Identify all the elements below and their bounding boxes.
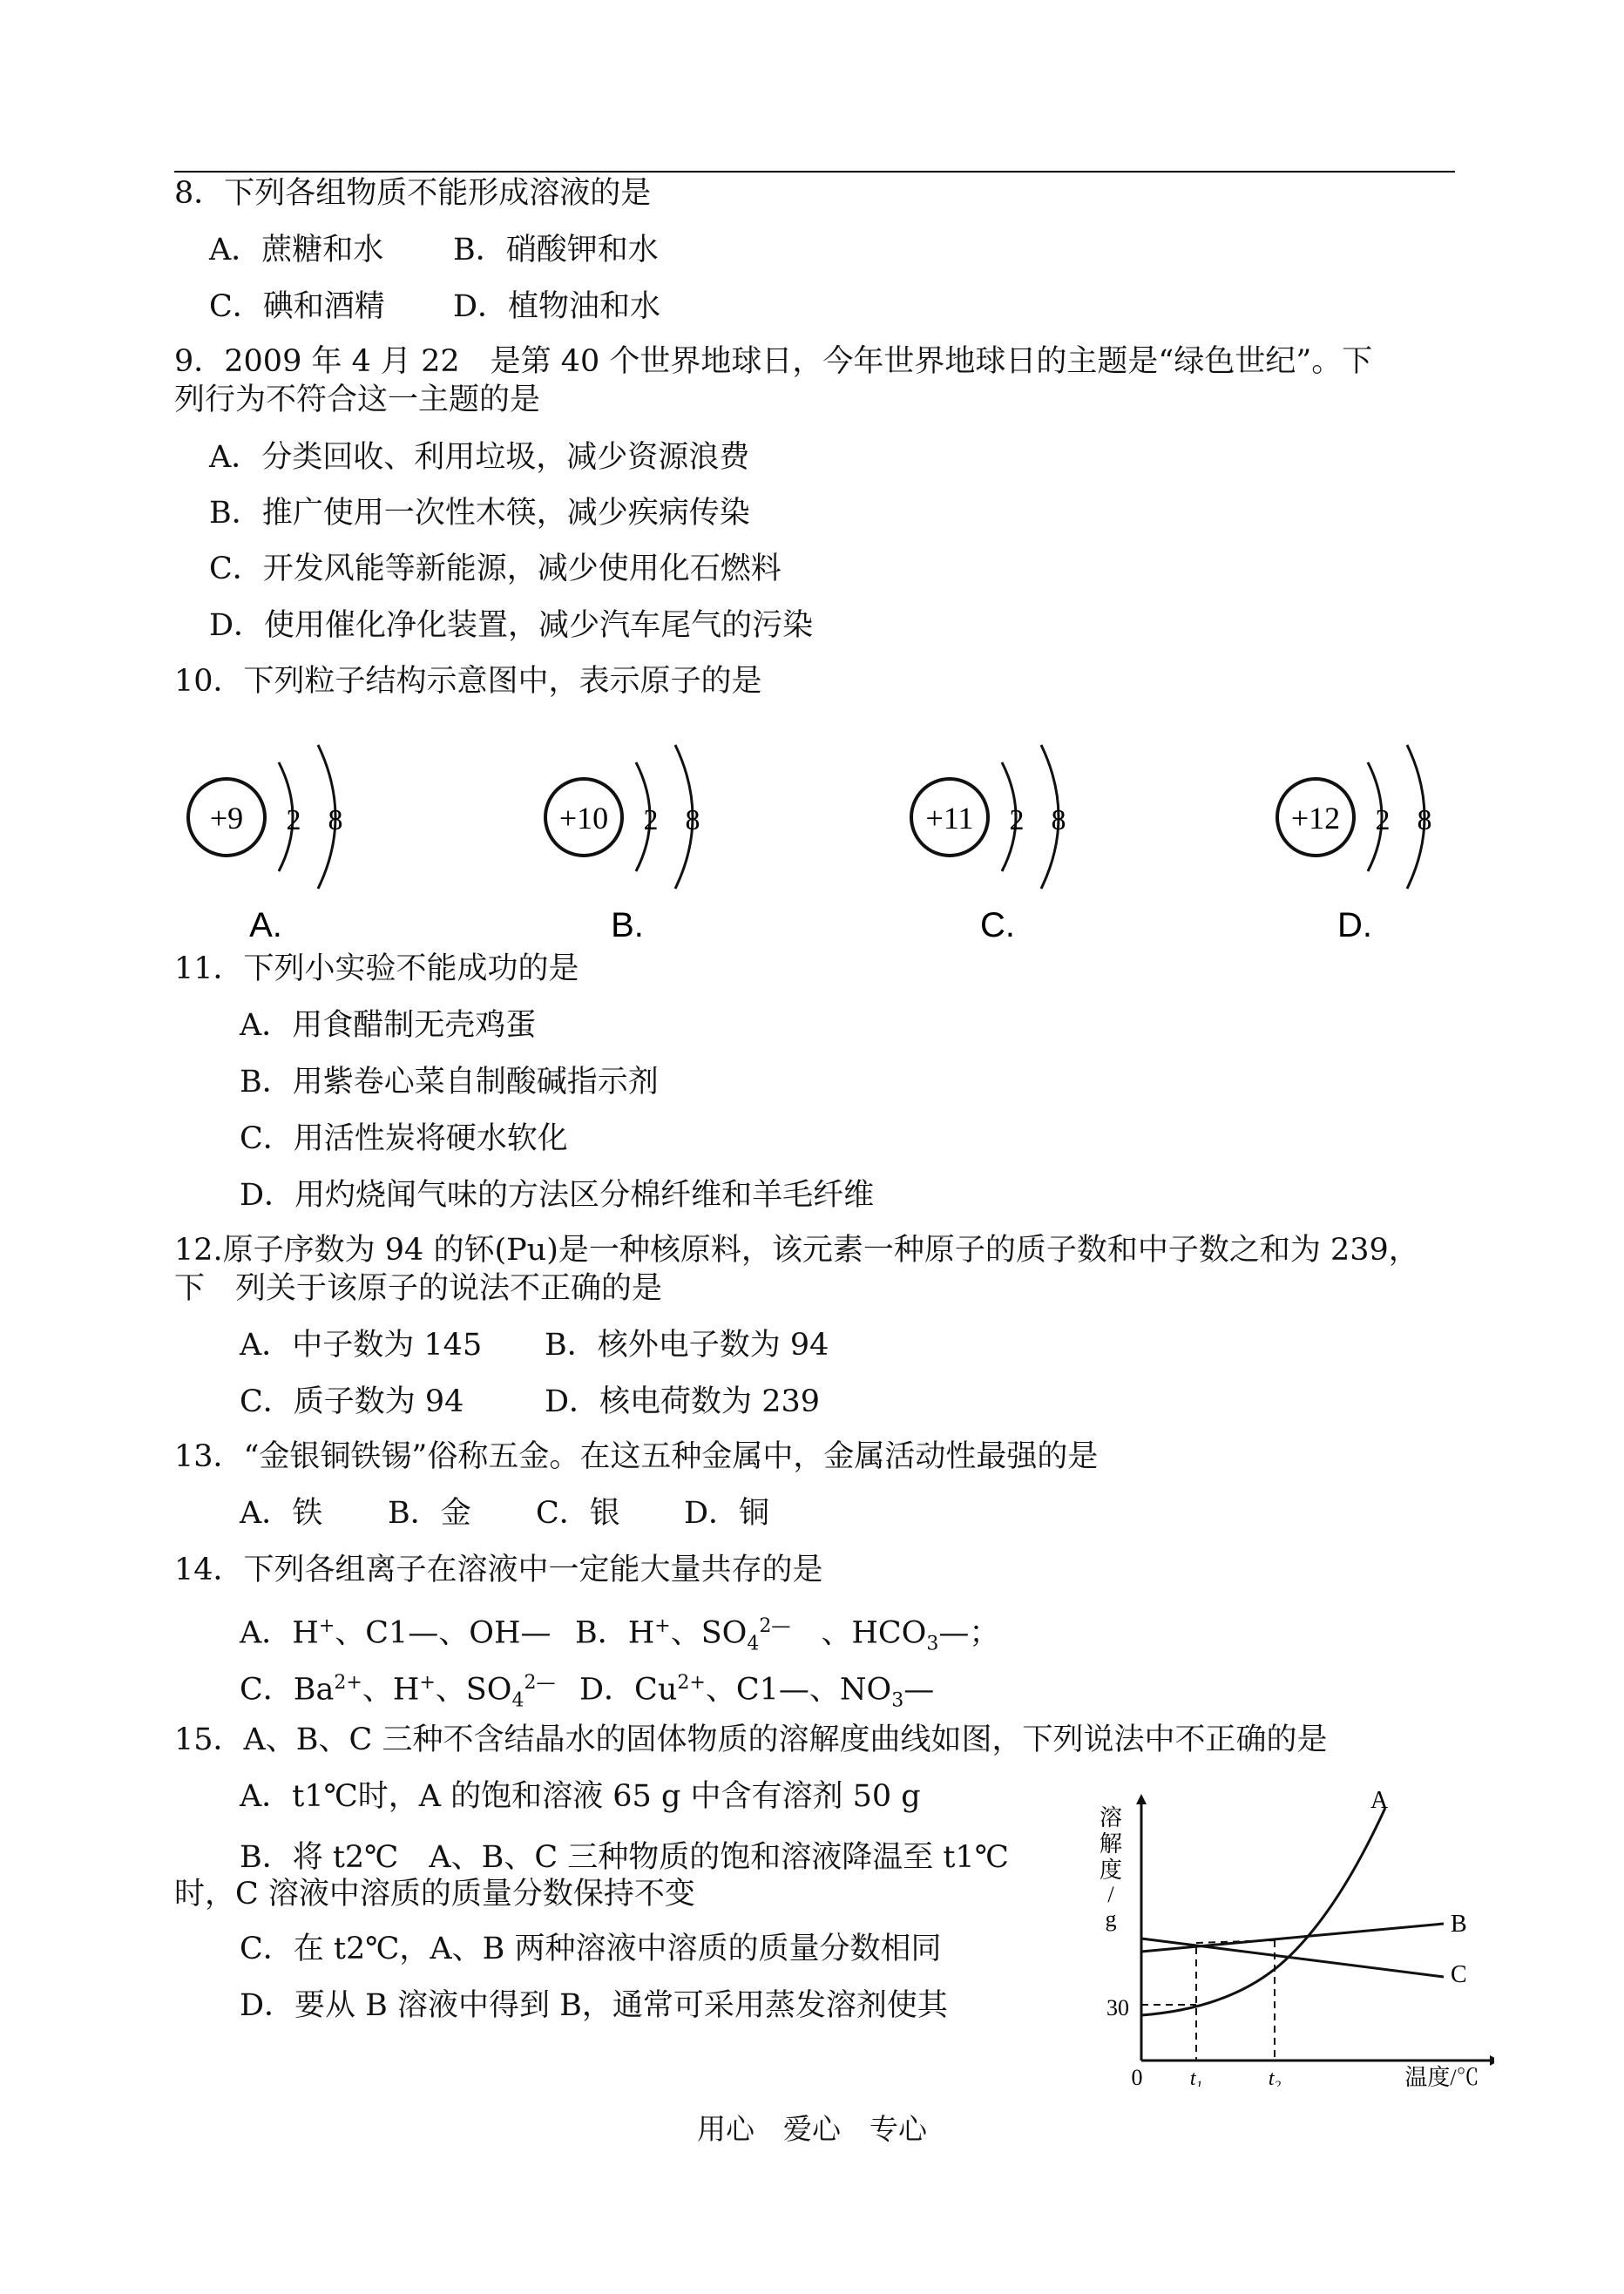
question-12-stem-line1: 12.原子序数为 94 的钚(Pu)是一种核原料，该元素一种原子的质子数和中子数之和为 239， xyxy=(174,1233,1419,1268)
shell-2-electrons: 8 xyxy=(1051,804,1066,836)
y-axis-arrow xyxy=(1136,1794,1147,1804)
q13-option-c: C．银 xyxy=(536,1496,620,1531)
y-label-char: / xyxy=(1107,1882,1114,1907)
atom-diagram-a xyxy=(174,723,488,941)
q9-option-c: C．开发风能等新能源，减少使用化石燃料 xyxy=(209,552,782,586)
question-15-stem: 15．A、B、C 三种不含结晶水的固体物质的溶解度曲线如图，下列说法中不正确的是 xyxy=(174,1722,1328,1757)
question-10-stem: 10．下列粒子结构示意图中，表示原子的是 xyxy=(174,664,762,699)
diagram-label: A. xyxy=(249,906,282,941)
q14-option-d: D．$Cu^{2+}$、C1—、$NO_3—$ xyxy=(579,1672,935,1712)
shell-1-electrons: 2 xyxy=(1009,804,1025,836)
x-axis-label: 温度/℃ xyxy=(1404,2065,1479,2087)
diagram-label: C. xyxy=(980,906,1015,941)
atom-diagram-d xyxy=(1268,723,1581,941)
question-14-stem: 14．下列各组离子在溶液中一定能大量共存的是 xyxy=(174,1553,823,1587)
curve-b xyxy=(1141,1924,1444,1952)
shell-2-electrons: 8 xyxy=(1417,804,1432,836)
q8-option-d: D．植物油和水 xyxy=(453,289,661,324)
q12-option-b: B．核外电子数为 94 xyxy=(545,1328,829,1363)
q12-option-d: D．核电荷数为 239 xyxy=(545,1384,820,1419)
curve-b-label: B xyxy=(1451,1911,1467,1938)
q15-option-b-line1: B．将 t2℃ A、B、C 三种物质的饱和溶液降温至 t1℃ xyxy=(240,1840,1009,1875)
shell-2-electrons: 8 xyxy=(328,804,343,836)
q11-option-d: D．用灼烧闻气味的方法区分棉纤维和羊毛纤维 xyxy=(240,1178,875,1213)
t2-label: $t_2$ xyxy=(1268,2067,1282,2087)
page-footer: 用心 爱心 专心 xyxy=(697,2112,927,2146)
q14-option-a: A．H+、C1—、OH— xyxy=(240,1615,551,1651)
nucleus-charge: +12 xyxy=(1290,801,1341,836)
q9-option-d: D．使用催化净化装置，减少汽车尾气的污染 xyxy=(209,608,814,643)
origin-label: 0 xyxy=(1131,2065,1143,2087)
q12-option-c: C．质子数为 94 xyxy=(240,1384,464,1419)
y-label-char: 解 xyxy=(1099,1831,1123,1857)
nucleus-charge: +10 xyxy=(558,801,609,836)
q15-option-b-line2: 时，C 溶液中溶质的质量分数保持不变 xyxy=(174,1877,695,1912)
shell-2-electrons: 8 xyxy=(685,804,700,836)
curve-c xyxy=(1141,1939,1444,1977)
q13-option-b: B．金 xyxy=(388,1496,471,1531)
q11-option-b: B．用紫卷心菜自制酸碱指示剂 xyxy=(240,1065,659,1100)
q15-option-c: C．在 t2℃，A、B 两种溶液中溶质的质量分数相同 xyxy=(240,1932,942,1966)
q11-option-c: C．用活性炭将硬水软化 xyxy=(240,1121,568,1156)
curve-a xyxy=(1141,1808,1385,2015)
question-13-stem: 13．“金银铜铁锡”俗称五金。在这五种金属中，金属活动性最强的是 xyxy=(174,1439,1099,1474)
nucleus-charge: +11 xyxy=(925,801,974,836)
y-label-char: 度 xyxy=(1099,1858,1123,1883)
q13-option-d: D．铜 xyxy=(684,1496,770,1531)
shell-1-electrons: 2 xyxy=(643,804,659,836)
curve-c-label: C xyxy=(1451,1961,1467,1988)
atom-diagram-c xyxy=(902,723,1215,941)
diagram-label: B. xyxy=(611,906,644,941)
shell-1-electrons: 2 xyxy=(286,804,301,836)
q14-option-c: C．$Ba^{2+}$、H+、$SO_4^{2—}$ xyxy=(240,1672,556,1712)
y-label-char: g xyxy=(1105,1906,1117,1932)
q14-option-b: B．H+、$SO_4^{2—}$ 、$HCO_3—$； xyxy=(575,1615,1000,1655)
q8-option-c: C．碘和酒精 xyxy=(209,289,385,324)
solubility-graph xyxy=(1093,1790,1494,2087)
t1-label: $t_1$ xyxy=(1189,2067,1203,2087)
y-label-char: 溶 xyxy=(1099,1805,1123,1830)
curve-a-label: A xyxy=(1370,1790,1389,1814)
q9-option-a: A．分类回收、利用垃圾，减少资源浪费 xyxy=(209,440,750,475)
header-rule xyxy=(174,171,1455,173)
q12-option-a: A．中子数为 145 xyxy=(240,1328,483,1363)
y-tick-30: 30 xyxy=(1106,1995,1129,2020)
atom-diagram-b xyxy=(531,723,845,941)
diagram-label: D. xyxy=(1337,906,1372,941)
x-axis-arrow xyxy=(1490,2055,1494,2066)
q15-option-d: D．要从 B 溶液中得到 B，通常可采用蒸发溶剂使其 xyxy=(240,1988,948,2023)
shell-1-electrons: 2 xyxy=(1375,804,1391,836)
q8-option-b: B．硝酸钾和水 xyxy=(453,233,659,267)
question-11-stem: 11．下列小实验不能成功的是 xyxy=(174,951,579,986)
q11-option-a: A．用食醋制无壳鸡蛋 xyxy=(240,1008,537,1043)
question-12-stem-line2: 下 列关于该原子的说法不正确的是 xyxy=(174,1271,663,1306)
question-8-stem: 8．下列各组物质不能形成溶液的是 xyxy=(174,176,652,211)
question-9-stem-line2: 列行为不符合这一主题的是 xyxy=(174,382,541,417)
q15-option-a: A．t1℃时，A 的饱和溶液 65 g 中含有溶剂 50 g xyxy=(240,1779,921,1814)
q8-option-a: A．蔗糖和水 xyxy=(209,233,384,267)
question-9-stem-line1: 9．2009 年 4 月 22 是第 40 个世界地球日，今年世界地球日的主题是“绿色世纪”。下 xyxy=(174,344,1373,379)
q13-option-a: A．铁 xyxy=(240,1496,323,1531)
nucleus-charge: +9 xyxy=(209,801,244,836)
q9-option-b: B．推广使用一次性木筷，减少疾病传染 xyxy=(209,496,750,531)
